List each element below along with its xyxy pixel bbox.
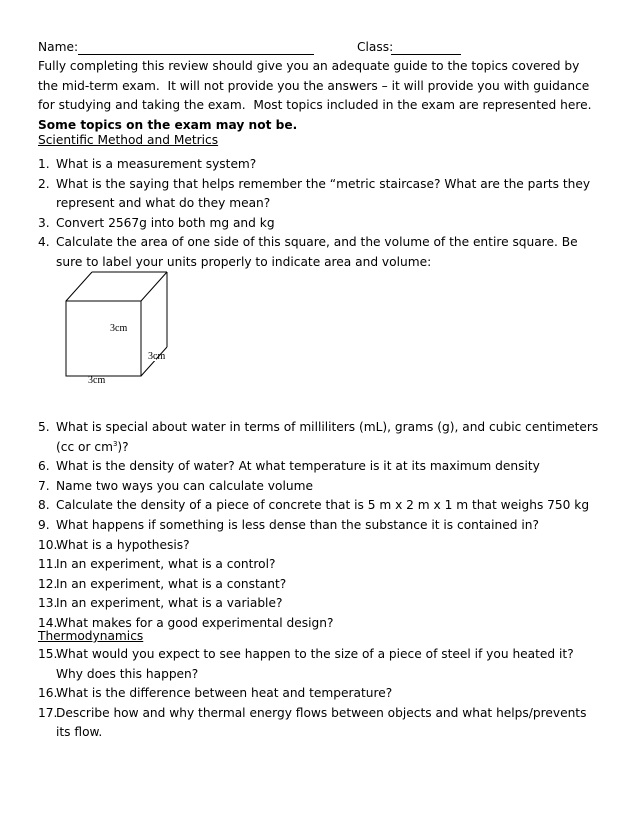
question-number: 3.	[38, 215, 50, 230]
cube-bottom-label: 3cm	[88, 375, 106, 386]
question-text: In an experiment, what is a variable?	[56, 596, 283, 611]
question-item	[38, 496, 600, 516]
class-label: Class:	[357, 40, 394, 54]
question-number: 4.	[38, 235, 50, 250]
question-number: 5.	[38, 420, 50, 434]
superscript: 3	[112, 439, 118, 448]
question-number: 1.	[38, 157, 50, 171]
question-text: In an experiment, what is a constant?	[56, 576, 287, 591]
intro-text: Fully completing this review should give you an adequate guide to the topics covered by the mid-term exam. It will not provide you the answers – it will provide you with guidance for studying and taking the exam. Most topics included in the exam are represented here.	[38, 59, 600, 113]
question-item	[38, 477, 600, 497]
question-text: Name two ways you can calculate volume	[56, 478, 313, 493]
question-item	[38, 418, 600, 457]
question-item	[38, 457, 600, 477]
question-item	[38, 155, 600, 175]
question-number: 13.	[38, 596, 58, 611]
question-number: 6.	[38, 459, 50, 474]
class-blank	[391, 41, 461, 55]
cube-front-face	[66, 301, 141, 376]
question-text-end: )?	[117, 439, 129, 454]
question-text: What makes for a good experimental design?	[56, 615, 334, 630]
question-text: What is the saying that helps remember the “metric staircase? What are the parts they represent and what do they mean?	[56, 176, 591, 211]
question-list-b	[38, 418, 600, 634]
question-item	[38, 575, 600, 595]
question-text: What is the difference between heat and temperature?	[56, 686, 393, 701]
question-item	[38, 536, 600, 556]
question-list-a	[38, 155, 600, 273]
name-label: Name:	[38, 40, 79, 54]
question-number: 8.	[38, 498, 50, 513]
name-blank	[78, 41, 314, 55]
question-number: 2.	[38, 176, 50, 191]
cube-edge-top-left	[66, 272, 92, 301]
question-text: Calculate the area of one side of this square, and the volume of the entire square. Be sure to label your units properly to indicate area and volume:	[56, 235, 578, 269]
question-text: Describe how and why thermal energy flows between objects and what helps/prevents its flow.	[56, 705, 587, 740]
cube-diagram	[62, 270, 222, 400]
section-heading-scientific-method: Scientific Method and Metrics	[38, 133, 219, 147]
question-text: What happens if something is less dense than the substance it is contained in?	[56, 517, 539, 532]
question-text: What is a measurement system?	[56, 157, 257, 171]
question-item	[38, 594, 600, 614]
question-item	[38, 704, 600, 743]
question-text: What is the density of water? At what temperature is it at its maximum density	[56, 459, 540, 474]
question-item	[38, 555, 600, 575]
question-number: 17.	[38, 705, 58, 720]
question-text: What is special about water in terms of milliliters (mL), grams (g), and cubic centimeters (cc or cm	[56, 420, 599, 454]
question-item	[38, 684, 600, 704]
cube-edge-top-right	[141, 272, 167, 301]
question-number: 12.	[38, 576, 58, 591]
question-text: What would you expect to see happen to the size of a piece of steel if you heated it? Why does this happen?	[56, 647, 574, 681]
question-number: 7.	[38, 478, 50, 493]
intro-paragraph	[38, 57, 600, 135]
question-number: 15.	[38, 647, 58, 661]
intro-bold-text: Some topics on the exam may not be.	[38, 117, 298, 132]
section-heading-thermodynamics: Thermodynamics	[38, 629, 144, 643]
question-item	[38, 516, 600, 536]
question-item	[38, 175, 600, 214]
cube-front-label: 3cm	[110, 323, 128, 334]
question-number: 11.	[38, 557, 58, 572]
question-number: 10.	[38, 537, 58, 552]
question-item	[38, 233, 600, 272]
question-text: What is a hypothesis?	[56, 537, 190, 552]
question-text: In an experiment, what is a control?	[56, 557, 276, 572]
question-number: 14.	[38, 615, 58, 630]
header-line	[38, 38, 600, 58]
cube-side-label: 3cm	[148, 351, 166, 362]
question-item	[38, 214, 600, 234]
question-text: Convert 2567g into both mg and kg	[56, 215, 275, 230]
question-list-c	[38, 645, 600, 743]
question-number: 16.	[38, 686, 58, 701]
question-item	[38, 645, 600, 684]
question-text: Calculate the density of a piece of concrete that is 5 m x 2 m x 1 m that weighs 750 kg	[56, 498, 590, 513]
question-number: 9.	[38, 517, 50, 532]
